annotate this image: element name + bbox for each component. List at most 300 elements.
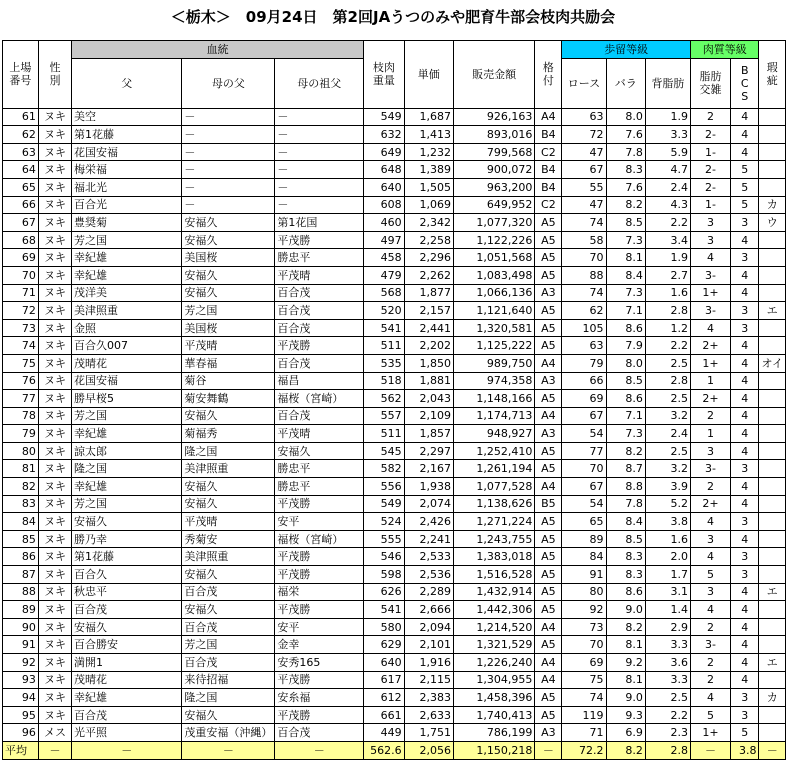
table-cell: 2- [690, 126, 730, 144]
table-cell: 2,074 [404, 495, 453, 513]
table-cell: 84 [562, 548, 606, 566]
table-cell [759, 161, 786, 179]
table-cell: A3 [535, 425, 562, 443]
header-carcass-weight: 枝肉 重量 [364, 41, 404, 109]
table-cell: A5 [535, 706, 562, 724]
table-cell: 2.9 [645, 618, 690, 636]
table-cell: 4 [731, 407, 759, 425]
table-cell: 平茂勝 [275, 706, 364, 724]
table-cell [759, 266, 786, 284]
table-cell: 百合茂 [182, 618, 275, 636]
table-cell: 光平照 [72, 724, 182, 742]
table-cell: 平茂勝 [275, 601, 364, 619]
table-cell: 7.8 [606, 143, 645, 161]
table-cell: A5 [535, 548, 562, 566]
table-cell: 2 [690, 671, 730, 689]
table-cell: 平茂勝 [275, 495, 364, 513]
table-cell: エ [759, 654, 786, 672]
table-cell: 549 [364, 495, 404, 513]
table-cell: 1,174,713 [453, 407, 534, 425]
table-cell [759, 337, 786, 355]
table-cell: 安福久 [182, 706, 275, 724]
table-cell: 69 [562, 654, 606, 672]
table-cell: ヌキ [38, 495, 71, 513]
table-cell: 8.8 [606, 478, 645, 496]
average-cell: 3.8 [731, 741, 759, 759]
table-cell: 勝忠平 [275, 460, 364, 478]
table-cell: 3 [731, 706, 759, 724]
table-cell: 4 [690, 319, 730, 337]
table-cell: － [182, 178, 275, 196]
table-cell: 65 [562, 513, 606, 531]
table-cell: 2,426 [404, 513, 453, 531]
table-cell: 8.2 [606, 618, 645, 636]
table-cell: 7.3 [606, 284, 645, 302]
table-cell: 菊福秀 [182, 425, 275, 443]
table-cell: 1,304,955 [453, 671, 534, 689]
table-cell: 70 [3, 266, 39, 284]
table-row [3, 689, 786, 707]
table-cell: 1,261,194 [453, 460, 534, 478]
table-cell: 786,199 [453, 724, 534, 742]
table-cell: 518 [364, 372, 404, 390]
table-cell: 1,069 [404, 196, 453, 214]
table-cell: 580 [364, 618, 404, 636]
table-cell: 5 [731, 724, 759, 742]
table-cell: 2.7 [645, 266, 690, 284]
table-cell: 芳之国 [72, 407, 182, 425]
table-cell: 百合茂 [182, 654, 275, 672]
table-cell: 71 [3, 284, 39, 302]
page-title: ＜栃木＞ 09月24日 第2回JAうつのみや肥育牛部会枝肉共励会 [170, 8, 616, 26]
table-row [3, 425, 786, 443]
table-row [3, 442, 786, 460]
table-cell: A3 [535, 724, 562, 742]
table-cell: 芳之国 [72, 231, 182, 249]
table-row [3, 654, 786, 672]
table-cell: ヌキ [38, 601, 71, 619]
table-cell: 75 [3, 354, 39, 372]
table-cell: 美空 [72, 108, 182, 126]
average-cell: 2,056 [404, 741, 453, 759]
table-row [3, 266, 786, 284]
table-cell: 8.1 [606, 249, 645, 267]
table-cell: ヌキ [38, 407, 71, 425]
table-cell: 4 [731, 108, 759, 126]
table-cell: ヌキ [38, 319, 71, 337]
table-cell: 美津照重 [182, 548, 275, 566]
table-cell: 74 [3, 337, 39, 355]
table-cell: ヌキ [38, 618, 71, 636]
table-cell: 4.3 [645, 196, 690, 214]
table-cell: 幸紀雄 [72, 689, 182, 707]
table-cell: 平茂晴 [275, 266, 364, 284]
table-cell: 70 [562, 460, 606, 478]
table-row [3, 706, 786, 724]
table-cell: 福昌 [275, 372, 364, 390]
table-cell: 4 [731, 390, 759, 408]
table-cell: 4 [731, 671, 759, 689]
table-cell: 百合茂 [275, 302, 364, 320]
table-cell: 1,320,581 [453, 319, 534, 337]
table-cell: 2,167 [404, 460, 453, 478]
table-cell: A5 [535, 266, 562, 284]
table-cell: A3 [535, 284, 562, 302]
table-cell: A5 [535, 231, 562, 249]
table-cell: 2,666 [404, 601, 453, 619]
table-cell: 1.6 [645, 530, 690, 548]
table-cell: ヌキ [38, 161, 71, 179]
table-cell: 2,241 [404, 530, 453, 548]
table-cell: 安福久 [182, 495, 275, 513]
table-cell: 3 [731, 689, 759, 707]
table-cell: 平茂勝 [275, 231, 364, 249]
table-cell: 2,115 [404, 671, 453, 689]
table-cell: 9.0 [606, 689, 645, 707]
table-cell: 582 [364, 460, 404, 478]
table-cell [759, 460, 786, 478]
table-cell: 556 [364, 478, 404, 496]
table-cell: 1,389 [404, 161, 453, 179]
table-cell: 6.9 [606, 724, 645, 742]
average-cell: 562.6 [364, 741, 404, 759]
table-cell: 来待招福 [182, 671, 275, 689]
table-cell: 2,633 [404, 706, 453, 724]
table-cell: 963,200 [453, 178, 534, 196]
table-cell: 1 [690, 425, 730, 443]
table-cell: A5 [535, 689, 562, 707]
table-cell: 勝早桜5 [72, 390, 182, 408]
table-cell [759, 143, 786, 161]
table-cell: 2,043 [404, 390, 453, 408]
table-cell: 648 [364, 161, 404, 179]
table-cell: C2 [535, 143, 562, 161]
table-cell: 秋忠平 [72, 583, 182, 601]
table-cell: 4 [690, 601, 730, 619]
table-cell: 73 [3, 319, 39, 337]
table-cell: 4 [731, 478, 759, 496]
table-cell: 8.7 [606, 460, 645, 478]
table-cell: 85 [3, 530, 39, 548]
table-cell: 1,442,306 [453, 601, 534, 619]
table-cell: 3.4 [645, 231, 690, 249]
table-cell: 4 [690, 513, 730, 531]
table-cell: 66 [562, 372, 606, 390]
header-yield-grade: 歩留等級 [562, 41, 691, 59]
table-cell: 隆之国 [182, 689, 275, 707]
table-cell: 2.4 [645, 425, 690, 443]
table-cell [759, 319, 786, 337]
table-cell: ヌキ [38, 231, 71, 249]
table-cell: 3.3 [645, 636, 690, 654]
table-cell: 535 [364, 354, 404, 372]
table-cell: － [182, 196, 275, 214]
table-cell: 893,016 [453, 126, 534, 144]
table-row [3, 161, 786, 179]
table-cell: 2+ [690, 337, 730, 355]
table-cell: 4 [731, 266, 759, 284]
table-cell: 1,226,240 [453, 654, 534, 672]
table-cell: ヌキ [38, 654, 71, 672]
table-cell: 豊奨菊 [72, 214, 182, 232]
table-cell: － [275, 143, 364, 161]
table-cell: ヌキ [38, 390, 71, 408]
table-cell: 1,077,320 [453, 214, 534, 232]
table-cell [759, 442, 786, 460]
table-row [3, 319, 786, 337]
table-cell: カ [759, 689, 786, 707]
table-row [3, 671, 786, 689]
table-cell: 5 [731, 196, 759, 214]
table-cell: 74 [562, 214, 606, 232]
table-cell: 520 [364, 302, 404, 320]
table-cell: 87 [3, 566, 39, 584]
table-cell: C2 [535, 196, 562, 214]
table-cell [759, 478, 786, 496]
table-cell: 2.5 [645, 442, 690, 460]
table-cell [759, 530, 786, 548]
table-cell: A4 [535, 354, 562, 372]
table-cell: 1,066,136 [453, 284, 534, 302]
table-cell: 629 [364, 636, 404, 654]
table-cell: 1,321,529 [453, 636, 534, 654]
table-cell [759, 724, 786, 742]
table-cell: ヌキ [38, 196, 71, 214]
table-cell: 3.3 [645, 671, 690, 689]
table-cell: 640 [364, 654, 404, 672]
table-cell: 76 [3, 372, 39, 390]
table-cell: 67 [3, 214, 39, 232]
table-cell: 平茂晴 [182, 337, 275, 355]
table-cell: 1.9 [645, 249, 690, 267]
table-cell: 1,148,166 [453, 390, 534, 408]
average-cell: － [182, 741, 275, 759]
table-cell: 926,163 [453, 108, 534, 126]
table-cell: 4 [690, 249, 730, 267]
table-cell: 菊谷 [182, 372, 275, 390]
table-cell: 2.2 [645, 706, 690, 724]
table-cell: 71 [562, 724, 606, 742]
table-cell: 福栄 [275, 583, 364, 601]
table-cell: 福桜（宮崎） [275, 530, 364, 548]
table-cell: 74 [562, 689, 606, 707]
table-cell: 79 [3, 425, 39, 443]
table-cell: 88 [562, 266, 606, 284]
table-cell: 63 [562, 108, 606, 126]
table-cell: ヌキ [38, 266, 71, 284]
table-cell: A5 [535, 530, 562, 548]
header-grade: 格 付 [535, 41, 562, 109]
table-cell: 81 [3, 460, 39, 478]
table-cell: 2 [690, 108, 730, 126]
average-cell: － [38, 741, 71, 759]
table-cell: 64 [3, 161, 39, 179]
table-cell: 2.2 [645, 337, 690, 355]
table-cell: 3 [731, 513, 759, 531]
table-cell: 3- [690, 636, 730, 654]
table-cell [759, 636, 786, 654]
table-cell: 芳之国 [72, 495, 182, 513]
table-row [3, 249, 786, 267]
table-cell: 百合茂 [275, 724, 364, 742]
table-cell: 4.7 [645, 161, 690, 179]
table-cell: 2 [690, 407, 730, 425]
table-cell: ヌキ [38, 354, 71, 372]
table-cell: 百合勝安 [72, 636, 182, 654]
table-cell: 84 [3, 513, 39, 531]
table-cell: 2,342 [404, 214, 453, 232]
table-cell: 安福久 [275, 442, 364, 460]
table-cell: 平茂晴 [182, 513, 275, 531]
table-cell: 3.1 [645, 583, 690, 601]
table-cell: 948,927 [453, 425, 534, 443]
table-cell: 平茂勝 [275, 671, 364, 689]
table-cell: ヌキ [38, 372, 71, 390]
table-cell [759, 178, 786, 196]
table-cell: 1,232 [404, 143, 453, 161]
table-cell: 5 [731, 178, 759, 196]
table-cell: 安福久 [182, 478, 275, 496]
table-cell: 5.9 [645, 143, 690, 161]
table-cell: 4 [731, 442, 759, 460]
table-cell: ヌキ [38, 143, 71, 161]
average-cell: 平均 [3, 741, 39, 759]
table-cell: 555 [364, 530, 404, 548]
table-cell: 1 [690, 372, 730, 390]
table-cell: 2- [690, 178, 730, 196]
table-cell: 百合久007 [72, 337, 182, 355]
table-cell [759, 601, 786, 619]
table-cell: 安福久 [72, 618, 182, 636]
average-cell: － [690, 741, 730, 759]
table-row [3, 495, 786, 513]
table-cell: 8.1 [606, 636, 645, 654]
table-cell: － [275, 196, 364, 214]
table-cell: 4 [731, 126, 759, 144]
average-cell: 1,150,218 [453, 741, 534, 759]
table-cell: 2,109 [404, 407, 453, 425]
table-cell: 449 [364, 724, 404, 742]
table-cell: 90 [3, 618, 39, 636]
table-cell: 4 [731, 372, 759, 390]
table-cell: 2,157 [404, 302, 453, 320]
table-cell: ヌキ [38, 566, 71, 584]
table-cell: 460 [364, 214, 404, 232]
table-cell: 70 [562, 636, 606, 654]
table-cell [759, 548, 786, 566]
average-cell: － [72, 741, 182, 759]
table-cell [759, 126, 786, 144]
table-cell: 5 [690, 706, 730, 724]
average-row [3, 741, 786, 759]
table-cell: 1,516,528 [453, 566, 534, 584]
table-cell: 8.0 [606, 354, 645, 372]
table-cell: 2 [690, 618, 730, 636]
table-cell: 金照 [72, 319, 182, 337]
table-cell: 2.5 [645, 689, 690, 707]
table-cell [759, 618, 786, 636]
table-row [3, 126, 786, 144]
table-cell: 2.4 [645, 178, 690, 196]
table-cell: A5 [535, 513, 562, 531]
table-cell: 茂洋美 [72, 284, 182, 302]
table-cell: 86 [3, 548, 39, 566]
table-cell: 1,751 [404, 724, 453, 742]
table-cell: 105 [562, 319, 606, 337]
table-cell: 4 [731, 583, 759, 601]
table-row [3, 284, 786, 302]
table-row [3, 583, 786, 601]
table-cell: 78 [3, 407, 39, 425]
table-cell: 799,568 [453, 143, 534, 161]
table-cell: ヌキ [38, 178, 71, 196]
table-cell: A5 [535, 442, 562, 460]
table-cell: 平茂勝 [275, 337, 364, 355]
table-cell: 62 [562, 302, 606, 320]
table-cell: 2 [690, 654, 730, 672]
table-cell: 2 [690, 478, 730, 496]
table-cell: 百合茂 [275, 354, 364, 372]
table-cell: 91 [562, 566, 606, 584]
table-cell: ヌキ [38, 636, 71, 654]
table-cell: A5 [535, 566, 562, 584]
average-cell: 8.2 [606, 741, 645, 759]
table-cell: 69 [3, 249, 39, 267]
table-cell: 茂重安福（沖縄） [182, 724, 275, 742]
table-cell: 47 [562, 143, 606, 161]
table-cell: ヌキ [38, 126, 71, 144]
auction-results-table [2, 40, 786, 760]
table-cell: 2.8 [645, 302, 690, 320]
table-cell: 91 [3, 636, 39, 654]
table-row [3, 302, 786, 320]
table-cell: 89 [562, 530, 606, 548]
table-cell: 7.1 [606, 302, 645, 320]
table-cell: 2.0 [645, 548, 690, 566]
table-cell: 1,252,410 [453, 442, 534, 460]
table-cell: 美津照重 [182, 460, 275, 478]
table-cell: 2,536 [404, 566, 453, 584]
table-cell: A5 [535, 302, 562, 320]
table-cell: 3.2 [645, 460, 690, 478]
table-cell: A5 [535, 319, 562, 337]
table-cell: 568 [364, 284, 404, 302]
header-bcs: B C S [731, 58, 759, 108]
table-cell: ヌキ [38, 689, 71, 707]
table-cell: 8.1 [606, 671, 645, 689]
table-cell: 1,243,755 [453, 530, 534, 548]
table-cell: 菊安舞鶴 [182, 390, 275, 408]
table-cell: B4 [535, 126, 562, 144]
table-cell: 安平 [275, 513, 364, 531]
table-cell: ヌキ [38, 337, 71, 355]
table-cell: A5 [535, 249, 562, 267]
table-cell: A5 [535, 460, 562, 478]
table-cell: 2.3 [645, 724, 690, 742]
table-cell: ウ [759, 214, 786, 232]
table-cell: 96 [3, 724, 39, 742]
header-marbling: 脂肪 交雑 [690, 58, 730, 108]
table-cell: 安平 [275, 618, 364, 636]
table-cell: 661 [364, 706, 404, 724]
table-cell: 2,296 [404, 249, 453, 267]
table-cell: 安福久 [182, 231, 275, 249]
table-body [3, 108, 786, 759]
table-cell: 1,051,568 [453, 249, 534, 267]
table-cell: 3- [690, 302, 730, 320]
table-cell: 百合茂 [275, 284, 364, 302]
table-cell: 7.3 [606, 231, 645, 249]
